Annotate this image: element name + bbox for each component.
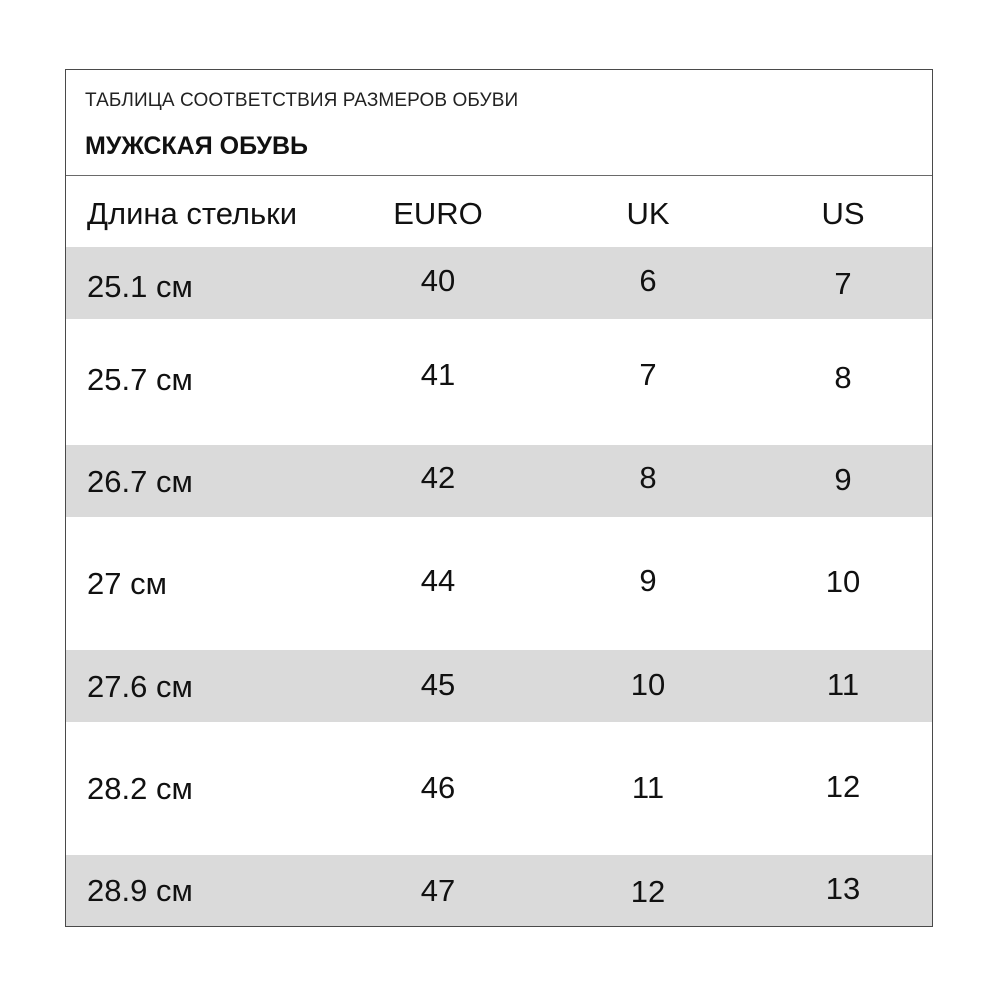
- euro-size-cell: 45: [420, 667, 456, 702]
- insole-length-cell: 28.2 см: [87, 770, 193, 806]
- uk-size-cell: 10: [630, 667, 666, 702]
- us-size-cell: 8: [834, 360, 852, 395]
- column-header-euro: EURO: [393, 195, 483, 231]
- euro-size-cell: 46: [420, 769, 456, 805]
- table-row: [66, 722, 932, 855]
- euro-size-cell: 44: [420, 562, 456, 598]
- table-row: [66, 650, 932, 722]
- uk-size-cell: 6: [639, 263, 657, 298]
- euro-size-cell: 47: [420, 872, 456, 908]
- size-table-body: [66, 251, 932, 927]
- insole-length-cell: 27 см: [87, 565, 167, 601]
- insole-length-cell: 25.7 см: [87, 362, 193, 397]
- us-size-cell: 11: [826, 667, 860, 702]
- column-header-row: [66, 176, 932, 251]
- us-size-cell: 10: [825, 563, 861, 599]
- table-row: [66, 517, 932, 650]
- table-row: [66, 247, 932, 319]
- euro-size-cell: 40: [420, 263, 456, 298]
- insole-length-cell: 25.1 см: [87, 269, 193, 304]
- size-chart-card: [65, 69, 933, 927]
- us-size-cell: 7: [834, 266, 852, 301]
- euro-size-cell: 41: [420, 357, 456, 392]
- uk-size-cell: 12: [630, 873, 666, 909]
- column-header-insole-length: Длина стельки: [87, 195, 298, 231]
- insole-length-cell: 28.9 см: [87, 872, 193, 908]
- us-size-cell: 12: [825, 768, 861, 804]
- uk-size-cell: 8: [639, 460, 657, 495]
- table-row: [66, 319, 932, 445]
- insole-length-cell: 27.6 см: [87, 669, 193, 704]
- chart-subtitle: ТАБЛИЦА СООТВЕТСТВИЯ РАЗМЕРОВ ОБУВИ: [85, 90, 519, 111]
- uk-size-cell: 11: [631, 769, 665, 805]
- column-header-us: US: [821, 195, 865, 231]
- table-row: [66, 445, 932, 517]
- uk-size-cell: 9: [639, 562, 657, 598]
- column-header-uk: UK: [626, 195, 670, 231]
- table-row: [66, 855, 932, 927]
- uk-size-cell: 7: [639, 357, 657, 392]
- size-chart-header: [66, 70, 932, 176]
- us-size-cell: 9: [834, 462, 852, 497]
- chart-title: МУЖСКАЯ ОБУВЬ: [85, 132, 308, 160]
- us-size-cell: 13: [825, 870, 861, 906]
- insole-length-cell: 26.7 см: [87, 464, 193, 499]
- euro-size-cell: 42: [420, 460, 456, 495]
